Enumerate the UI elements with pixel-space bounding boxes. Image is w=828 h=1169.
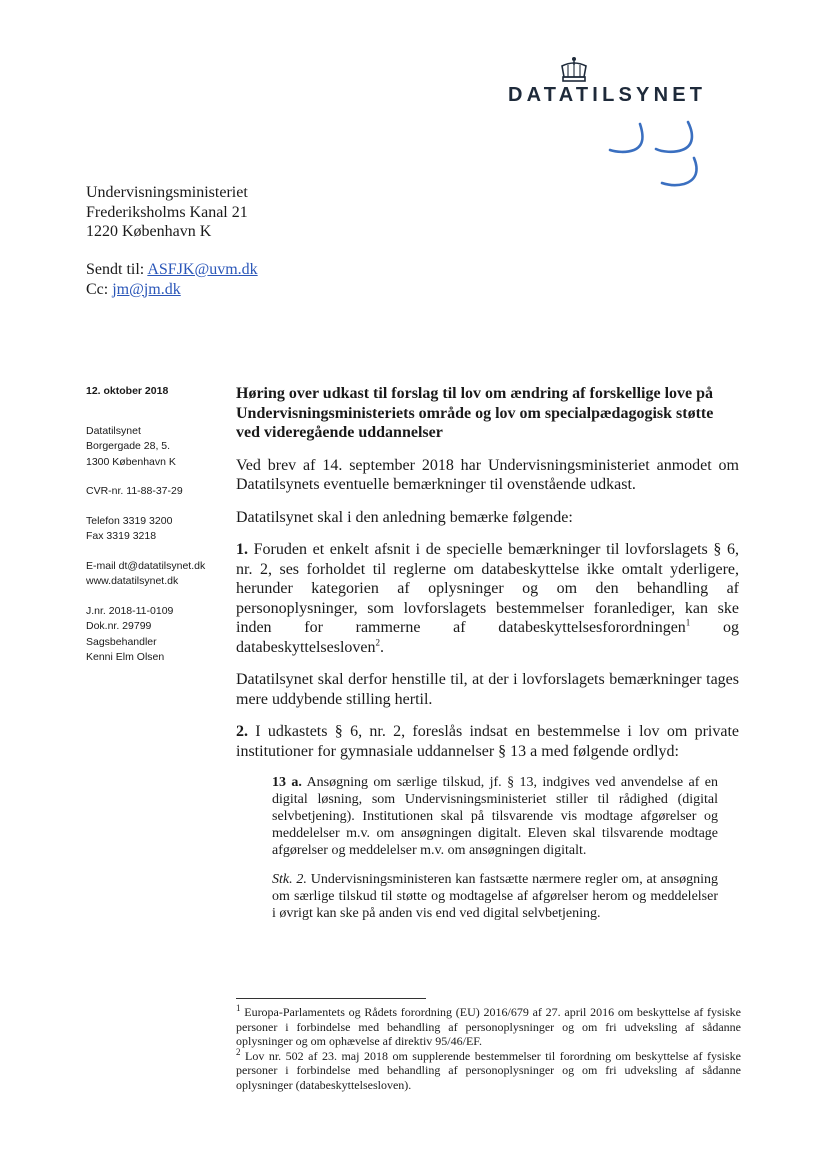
footnote-2-text: Lov nr. 502 af 23. maj 2018 om supplerende bestemmelser til forordning om beskyttelse af fysiske personer i forbindelse med behandling af personoplysninger og om fri udveksling af sådanne oplysninger (databeskyttelsesloven). <box>236 1048 741 1092</box>
footnotes <box>236 998 741 1092</box>
provision-13a-number: 13 a. <box>272 775 302 790</box>
cc-label: Cc: <box>86 280 113 298</box>
journal-number: J.nr. 2018-11-0109 <box>86 604 174 617</box>
handwritten-initials <box>600 118 710 194</box>
footnote-rule <box>236 998 426 999</box>
sent-info <box>86 260 258 299</box>
point-2-number: 2. <box>236 723 248 740</box>
logo-text: DATATILSYNET <box>508 84 707 106</box>
provision-stk2-text: Undervisningsministeren kan fastsætte nærmere regler om, at ansøgning om særlige tilskud til støtte og modtagelse af afgørelser herom og meddelelser i øvrigt kan ske på anden vis end ved digital selvbetjening. <box>272 872 718 921</box>
footnote-ref-2[interactable]: 2 <box>375 637 381 648</box>
point-1-text: Foruden et enkelt afsnit i de specielle bemærkninger til lovforslagets § 6, nr. 2, ses forholdet til reglerne om databeskyttelse ikke omtalt yderligere, herunder kategorien af oplysninger og om den behandling af personoplysninger, som lovforslagets bestemmelser foranlediger, kan ske inden for rammerne af databeskyttelsesforordningen <box>236 541 739 636</box>
point-2-text: I udkastets § 6, nr. 2, foreslås indsat en bestemmelse i lov om private institutioner for gymnasiale uddannelser § 13 a med følgende ordlyd: <box>236 723 739 760</box>
sender-street: Borgergade 28, 5. <box>86 440 171 452</box>
sender-org: Datatilsynet <box>86 424 141 437</box>
provision-stk2 <box>272 871 718 922</box>
letter-body <box>236 384 739 936</box>
provision-13a <box>272 774 718 859</box>
sender-web: www.datatilsynet.dk <box>86 575 179 587</box>
recipient-name: Undervisningsministeriet <box>86 184 248 201</box>
document-number: Dok.nr. 29799 <box>86 620 152 632</box>
case-handler-name: Kenni Elm Olsen <box>86 651 165 663</box>
point-1-number: 1. <box>236 541 248 558</box>
quoted-provision <box>272 774 718 922</box>
recipient-street: Frederiksholms Kanal 21 <box>86 203 248 221</box>
case-handler-label: Sagsbehandler <box>86 635 157 648</box>
sent-to-email-link[interactable]: ASFJK@uvm.dk <box>147 261 258 278</box>
letter-title: Høring over udkast til forslag til lov om ændring af forskellige love på Undervisningsministeriets område og lov om specialpædagogisk støtte ved videregående uddannelser <box>236 385 714 441</box>
cc-email-link[interactable]: jm@jm.dk <box>112 280 181 298</box>
footnote-1-mark: 1 <box>236 1003 241 1013</box>
paragraph-intro: Ved brev af 14. september 2018 har Undervisningsministeriet anmodet om Datatilsynets eventuelle bemærkninger til ovenstående udkast. <box>236 456 739 493</box>
letter-date: 12. oktober 2018 <box>86 385 169 397</box>
footnote-ref-1[interactable]: 1 <box>685 617 691 628</box>
paragraph-point-1 <box>236 540 739 657</box>
footnote-2-mark: 2 <box>236 1046 241 1057</box>
sender-fax: Fax 3319 3218 <box>86 530 157 542</box>
sent-to-label: Sendt til: <box>86 261 148 278</box>
recipient-address <box>86 183 248 242</box>
sender-phone: Telefon 3319 3200 <box>86 514 173 527</box>
footnote-2 <box>236 1046 741 1093</box>
paragraph-point-2 <box>236 722 739 761</box>
recipient-city: 1220 København K <box>86 223 212 240</box>
point-1-mid: og databeskyttelsesloven <box>236 619 739 656</box>
footnote-1-text: Europa-Parlamentets og Rådets forordning (EU) 2016/679 af 27. april 2016 om beskyttelse af fysiske personer i forbindelse med behandling af personoplysninger og om fri udveksling af sådanne oplysninger og om ophævelse af direktiv 95/46/EF. <box>236 1005 741 1048</box>
provision-stk2-label: Stk. 2. <box>272 872 307 887</box>
footnote-1 <box>236 1005 741 1049</box>
provision-13a-text: Ansøgning om særlige tilskud, jf. § 13, indgives ved anvendelse af en digital løsning, som Undervisningsministeriet stiller til rådighed (digital selvbetjening). Institutionen skal på tilsvarende vis modtage afgørelser og meddelelser m.v. om ansøgningen digitalt. Eleven skal tilsvarende modtage afgørelser og meddelelser m.v. om ansøgningen digitalt. <box>272 775 718 858</box>
paragraph-remark: Datatilsynet skal i den anledning bemærke følgende: <box>236 508 573 526</box>
point-1-end: . <box>380 638 385 656</box>
crown-icon <box>558 56 590 84</box>
sender-city: 1300 København K <box>86 455 176 468</box>
sender-sidebar <box>86 384 231 666</box>
sender-email: E-mail dt@datatilsynet.dk <box>86 559 206 572</box>
paragraph-recommendation: Datatilsynet skal derfor henstille til, at der i lovforslagets bemærkninger tages mere uddybende stilling hertil. <box>236 671 739 708</box>
sender-cvr: CVR-nr. 11-88-37-29 <box>86 485 183 497</box>
